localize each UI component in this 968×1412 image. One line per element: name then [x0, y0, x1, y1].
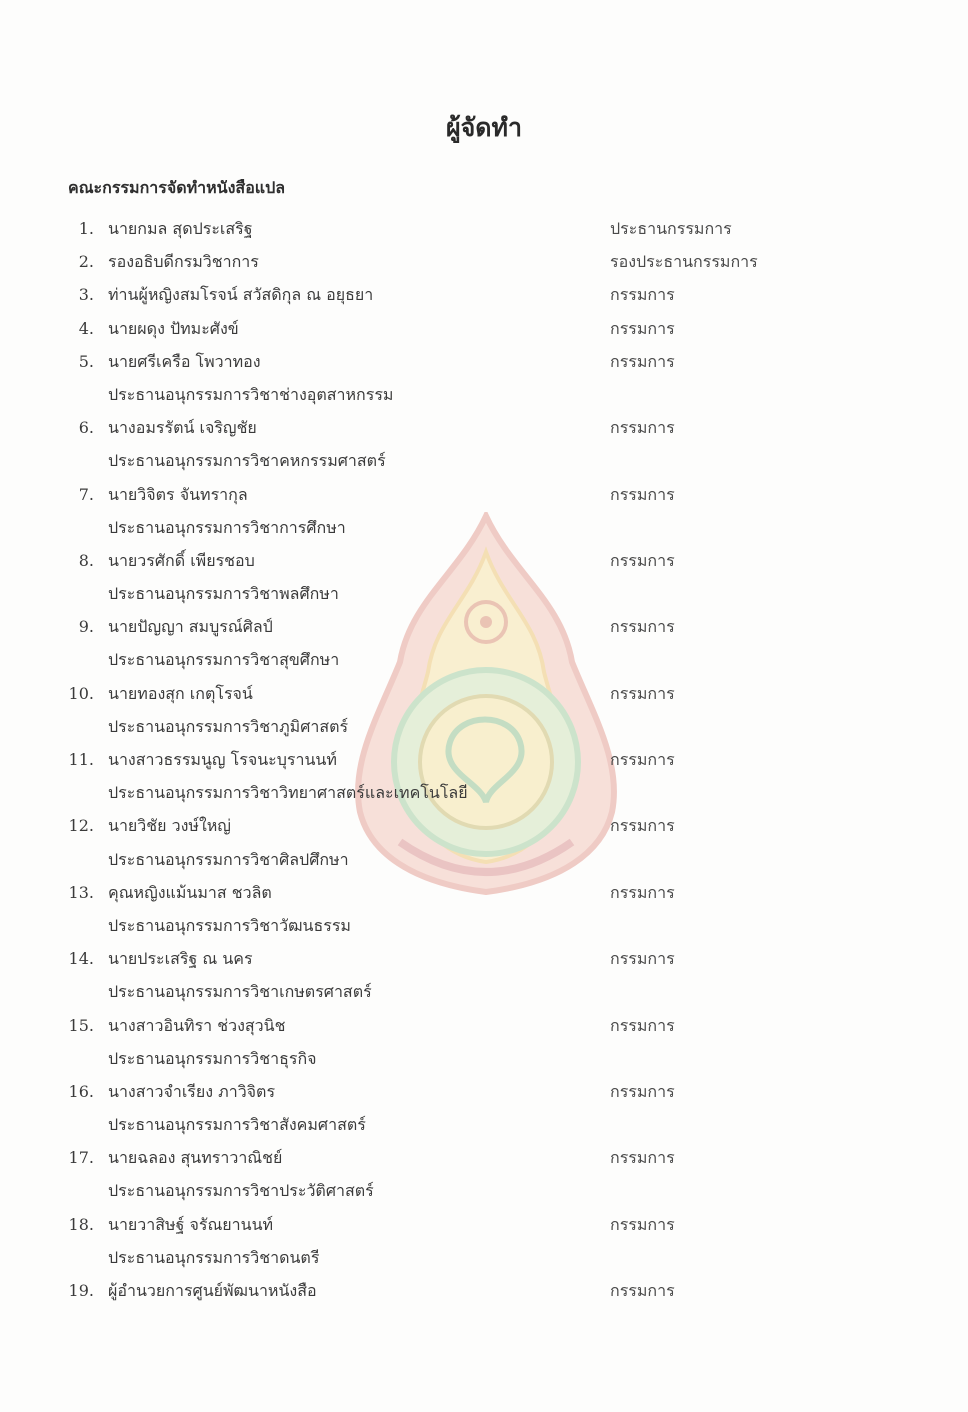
- member-number: 6.: [78, 418, 94, 438]
- member-name: ท่านผู้หญิงสมโรจน์ สวัสดิกุล ณ อยุธยา: [108, 285, 374, 305]
- member-subline: [0, 1108, 968, 1141]
- member-line: [0, 212, 968, 245]
- member-number: 8.: [78, 550, 94, 570]
- member-name: นายศรีเครือ โพวาทอง: [108, 351, 261, 371]
- member-line: [0, 345, 968, 378]
- member-role: รองประธานกรรมการ: [610, 252, 758, 272]
- member-entry: [0, 677, 968, 743]
- member-name: ผู้อำนวยการศูนย์พัฒนาหนังสือ: [108, 1281, 317, 1300]
- member-line: [0, 743, 968, 776]
- member-position: ประธานอนุกรรมการวิชาคหกรรมศาสตร์: [108, 451, 386, 471]
- member-role: กรรมการ: [610, 1214, 675, 1234]
- member-number: 2.: [78, 252, 94, 272]
- member-subline: [0, 378, 968, 411]
- member-role: กรรมการ: [610, 318, 675, 338]
- member-number: 19.: [68, 1281, 94, 1300]
- member-role: กรรมการ: [610, 550, 675, 570]
- member-position: ประธานอนุกรรมการวิชาธุรกิจ: [108, 1048, 317, 1068]
- member-line: [0, 1208, 968, 1241]
- member-entry: [0, 312, 968, 345]
- member-line: [0, 245, 968, 278]
- section-title: คณะกรรมการจัดทำหนังสือแปล: [68, 178, 286, 197]
- member-number: 15.: [68, 1015, 94, 1035]
- member-role: กรรมการ: [610, 1015, 675, 1035]
- member-role: กรรมการ: [610, 617, 675, 637]
- member-entry: [0, 345, 968, 411]
- member-role: กรรมการ: [610, 949, 675, 969]
- member-entry: [0, 1274, 968, 1307]
- member-position: ประธานอนุกรรมการวิชาภูมิศาสตร์: [108, 716, 349, 736]
- member-line: [0, 677, 968, 710]
- member-subline: [0, 975, 968, 1008]
- member-line: [0, 411, 968, 444]
- member-name: นางสาวอินทิรา ช่วงสุวนิช: [108, 1015, 286, 1035]
- member-role: กรรมการ: [610, 750, 675, 769]
- member-subline: [0, 444, 968, 477]
- member-name: นายผดุง ปัทมะศังข์: [108, 318, 239, 338]
- member-name: นายฉลอง สุนทราวาณิชย์: [108, 1148, 283, 1168]
- member-name: นางอมรรัตน์ เจริญชัย: [108, 418, 257, 438]
- member-line: [0, 876, 968, 909]
- member-subline: [0, 1174, 968, 1207]
- member-subline: [0, 577, 968, 610]
- member-name: นายทองสุก เกตุโรจน์: [108, 683, 253, 703]
- member-number: 7.: [78, 484, 94, 504]
- member-number: 16.: [68, 1081, 94, 1101]
- member-line: [0, 610, 968, 643]
- member-position: ประธานอนุกรรมการวิชาสังคมศาสตร์: [108, 1115, 366, 1135]
- member-name: นางสาวจำเรียง ภาวิจิตร: [108, 1081, 276, 1101]
- member-role: กรรมการ: [610, 683, 675, 703]
- member-entry: [0, 809, 968, 875]
- member-entry: [0, 411, 968, 477]
- member-position: ประธานอนุกรรมการวิชาดนตรี: [108, 1247, 320, 1267]
- member-role: ประธานกรรมการ: [610, 219, 732, 238]
- member-line: [0, 278, 968, 311]
- member-role: กรรมการ: [610, 1081, 675, 1101]
- member-role: กรรมการ: [610, 1281, 675, 1300]
- member-subline: [0, 843, 968, 876]
- member-name: นายวาสิษฐ์ จรัณยานนท์: [108, 1214, 274, 1234]
- member-subline: [0, 1042, 968, 1075]
- member-number: 5.: [78, 351, 94, 371]
- member-role: กรรมการ: [610, 351, 675, 371]
- member-name: นายวรศักดิ์ เพียรชอบ: [108, 550, 255, 570]
- member-role: กรรมการ: [610, 484, 675, 504]
- member-subline: [0, 776, 968, 809]
- member-role: กรรมการ: [610, 882, 675, 902]
- member-line: [0, 809, 968, 842]
- page-title: ผู้จัดทำ: [445, 113, 523, 142]
- member-entry: [0, 876, 968, 942]
- member-entry: [0, 610, 968, 676]
- member-entry: [0, 1075, 968, 1141]
- member-line: [0, 1009, 968, 1042]
- member-role: กรรมการ: [610, 816, 675, 836]
- member-name: คุณหญิงแม้นมาส ชวลิต: [108, 882, 272, 902]
- member-name: นายวิชัย วงษ์ใหญ่: [108, 816, 231, 836]
- member-line: [0, 1141, 968, 1174]
- member-position: ประธานอนุกรรมการวิชาเกษตรศาสตร์: [108, 982, 372, 1002]
- member-number: 4.: [78, 318, 94, 338]
- member-subline: [0, 710, 968, 743]
- member-line: [0, 1075, 968, 1108]
- member-entry: [0, 1141, 968, 1207]
- member-number: 14.: [68, 949, 94, 969]
- member-number: 9.: [78, 617, 94, 637]
- member-position: ประธานอนุกรรมการวิชาช่างอุตสาหกรรม: [108, 384, 394, 404]
- member-number: 18.: [68, 1214, 94, 1234]
- member-name: นายประเสริฐ ณ นคร: [108, 949, 253, 969]
- member-position: ประธานอนุกรรมการวิชาพลศึกษา: [108, 584, 339, 604]
- member-number: 1.: [78, 219, 94, 238]
- member-name: นางสาวธรรมนูญ โรจนะบุรานนท์: [108, 750, 337, 769]
- member-subline: [0, 1241, 968, 1274]
- member-role: กรรมการ: [610, 1148, 675, 1168]
- member-position: ประธานอนุกรรมการวิชาวิทยาศาสตร์และเทคโนโลยี: [108, 783, 468, 803]
- member-role: กรรมการ: [610, 285, 675, 305]
- member-subline: [0, 511, 968, 544]
- member-entry: [0, 245, 968, 278]
- member-name: นายกมล สุดประเสริฐ: [108, 219, 253, 238]
- member-position: ประธานอนุกรรมการวิชาสุขศึกษา: [108, 650, 340, 670]
- member-name: นายวิจิตร จันทรากุล: [108, 484, 248, 504]
- member-line: [0, 312, 968, 345]
- member-subline: [0, 643, 968, 676]
- member-entry: [0, 212, 968, 245]
- member-line: [0, 1274, 968, 1307]
- member-number: 11.: [68, 750, 94, 769]
- member-position: ประธานอนุกรรมการวิชาประวัติศาสตร์: [108, 1181, 374, 1201]
- member-entry: [0, 743, 968, 809]
- member-line: [0, 544, 968, 577]
- member-position: ประธานอนุกรรมการวิชาการศึกษา: [108, 517, 346, 537]
- member-entry: [0, 278, 968, 311]
- member-number: 13.: [68, 882, 94, 902]
- member-entry: [0, 1009, 968, 1075]
- member-subline: [0, 909, 968, 942]
- member-number: 3.: [78, 285, 94, 305]
- member-entry: [0, 942, 968, 1008]
- member-position: ประธานอนุกรรมการวิชาวัฒนธรรม: [108, 915, 351, 935]
- member-line: [0, 478, 968, 511]
- member-role: กรรมการ: [610, 418, 675, 438]
- member-number: 10.: [68, 683, 94, 703]
- member-entry: [0, 544, 968, 610]
- member-list: [0, 212, 968, 1307]
- member-number: 12.: [68, 816, 94, 836]
- member-name: รองอธิบดีกรมวิชาการ: [108, 252, 259, 272]
- member-entry: [0, 478, 968, 544]
- member-entry: [0, 1208, 968, 1274]
- member-name: นายปัญญา สมบูรณ์ศิลป์: [108, 617, 273, 637]
- member-line: [0, 942, 968, 975]
- member-number: 17.: [68, 1148, 94, 1168]
- member-position: ประธานอนุกรรมการวิชาศิลปศึกษา: [108, 849, 349, 869]
